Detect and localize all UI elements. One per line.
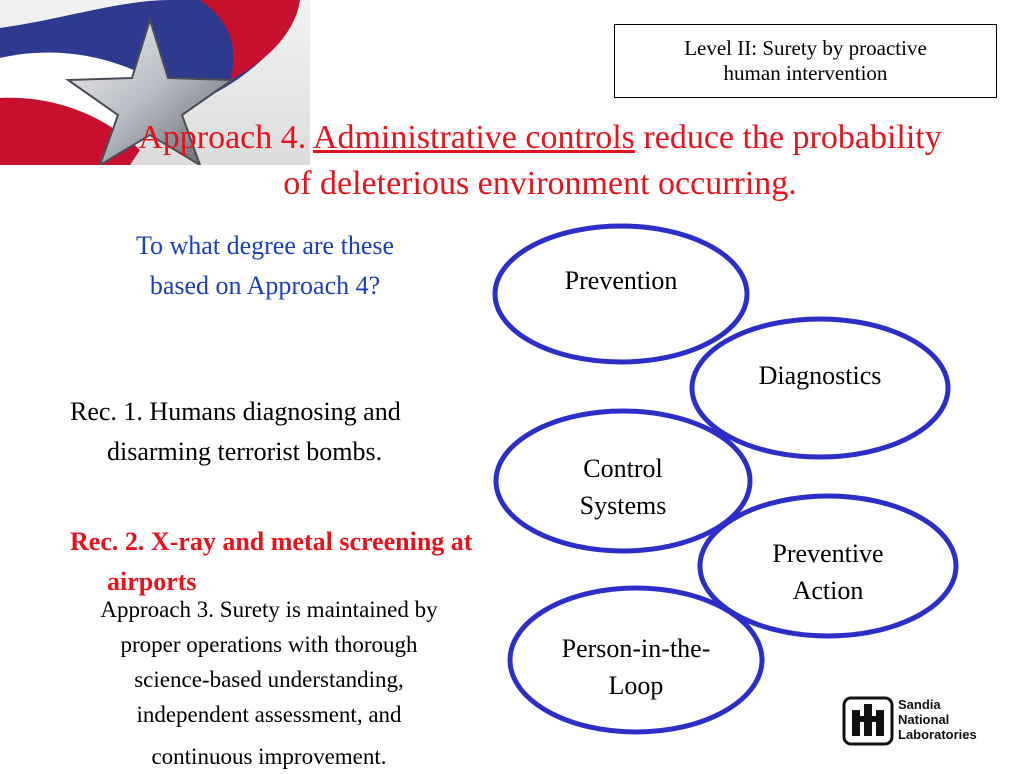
approach3-line3: science-based understanding, xyxy=(134,667,404,692)
preventive-action-line1: Preventive xyxy=(772,539,884,568)
sandia-logo-text xyxy=(898,697,977,742)
person-in-the-loop-line1: Person-in-the- xyxy=(561,634,711,663)
title-prefix: Approach 4. xyxy=(138,119,313,156)
sandia-line2: National xyxy=(898,712,950,727)
approach3-line2: proper operations with thorough xyxy=(120,632,418,657)
control-systems-label xyxy=(523,450,723,524)
title-underlined-phrase: Administrative controls xyxy=(312,119,635,156)
question-line2: based on Approach 4? xyxy=(149,271,381,300)
preventive-action-line2: Action xyxy=(792,576,864,605)
person-in-the-loop-label xyxy=(526,630,746,704)
diagnostics-label: Diagnostics xyxy=(758,361,882,390)
title-suffix: reduce the probability of deleterious environment occurring. xyxy=(283,119,942,202)
level-label-line1: Level II: Surety by proactive xyxy=(684,35,927,60)
rec1-text: Rec. 1. Humans diagnosing and disarming terrorist bombs. xyxy=(70,397,401,466)
control-systems-line2: Systems xyxy=(579,491,667,520)
sandia-line1: Sandia xyxy=(898,697,941,712)
approach3-line5: continuous improvement. xyxy=(151,744,387,769)
sandia-line3: Laboratories xyxy=(898,727,977,742)
control-systems-line1: Control xyxy=(583,454,663,483)
approach3-line1: Approach 3. Surety is maintained by xyxy=(100,597,438,622)
person-in-the-loop-line2: Loop xyxy=(608,671,664,700)
preventive-action-label xyxy=(728,535,928,609)
level-label-line2: human intervention xyxy=(723,61,888,85)
prevention-label: Prevention xyxy=(564,266,678,295)
question-line1: To what degree are these xyxy=(135,231,395,260)
rec2-text: Rec. 2. X-ray and metal screening at airports xyxy=(70,527,473,596)
approach3-line4: independent assessment, and xyxy=(136,702,402,727)
